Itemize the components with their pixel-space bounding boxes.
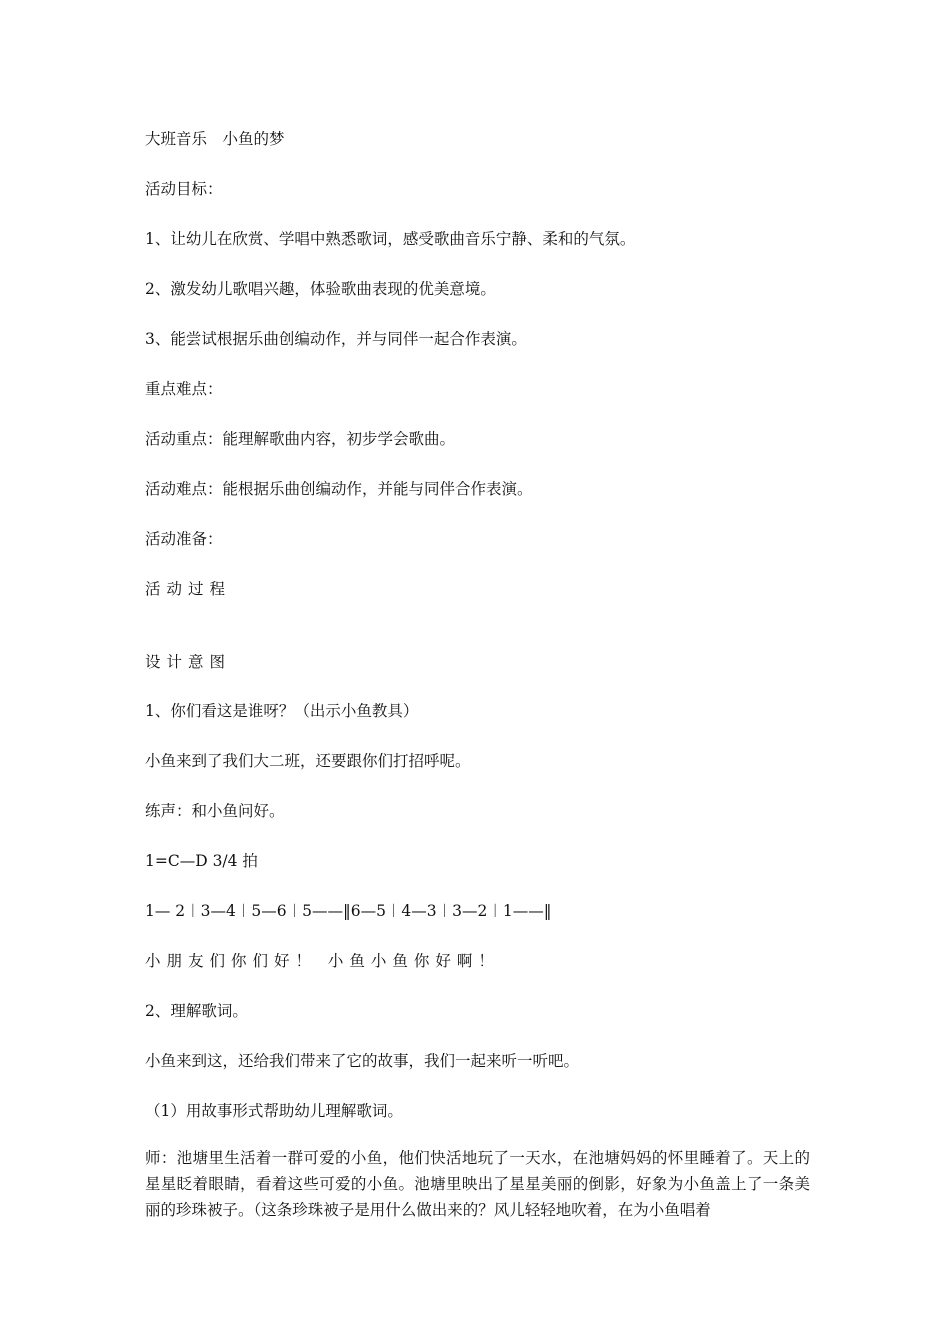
step-2-sub-1: （1）用故事形式帮助幼儿理解歌词。	[145, 1102, 403, 1120]
story-paragraph: 师：池塘里生活着一群可爱的小鱼，他们快活地玩了一天水，在池塘妈妈的怀里睡着了。天上的星星眨着眼睛，看着这些可爱的小鱼。池塘里映出了星星美丽的倒影，好象为小鱼盖上了一条美丽的珍珠被子。（这条珍珠被子是用什么做出来的？风儿轻轻地吹着，在为小鱼唱着	[145, 1149, 810, 1219]
section-heading-preparation: 活动准备：	[145, 530, 223, 548]
step-1: 1、你们看这是谁呀？（出示小鱼教具）	[145, 702, 419, 720]
key-point-difficulty: 活动难点：能根据乐曲创编动作，并能与同伴合作表演。	[145, 480, 533, 498]
document-title: 大班音乐 小鱼的梦	[145, 130, 285, 148]
section-heading-process: 活动过程	[145, 580, 232, 598]
goal-item-2: 2、激发幼儿歌唱兴趣，体验歌曲表现的优美意境。	[145, 280, 496, 298]
key-signature: 1=C—D 3/4 拍	[145, 852, 258, 870]
lyrics-line: 小朋友们你们好！ 小鱼小鱼你好啊！	[145, 952, 500, 970]
section-heading-design-intent: 设计意图	[145, 653, 232, 671]
section-heading-goals: 活动目标：	[145, 180, 223, 198]
goal-item-1: 1、让幼儿在欣赏、学唱中熟悉歌词，感受歌曲音乐宁静、柔和的气氛。	[145, 230, 636, 248]
section-heading-key-points: 重点难点：	[145, 380, 223, 398]
vocal-practice: 练声：和小鱼问好。	[145, 802, 285, 820]
key-point-focus: 活动重点：能理解歌曲内容，初步学会歌曲。	[145, 430, 456, 448]
step-2-text: 小鱼来到这，还给我们带来了它的故事，我们一起来听一听吧。	[145, 1052, 580, 1070]
step-1-text: 小鱼来到了我们大二班，还要跟你们打招呼呢。	[145, 752, 471, 770]
goal-item-3: 3、能尝试根据乐曲创编动作，并与同伴一起合作表演。	[145, 330, 527, 348]
step-2: 2、理解歌词。	[145, 1002, 248, 1020]
music-notation: 1— 2︱3—4︱5—6︱5——‖6—5︱4—3︱3—2︱1——‖	[145, 902, 552, 920]
